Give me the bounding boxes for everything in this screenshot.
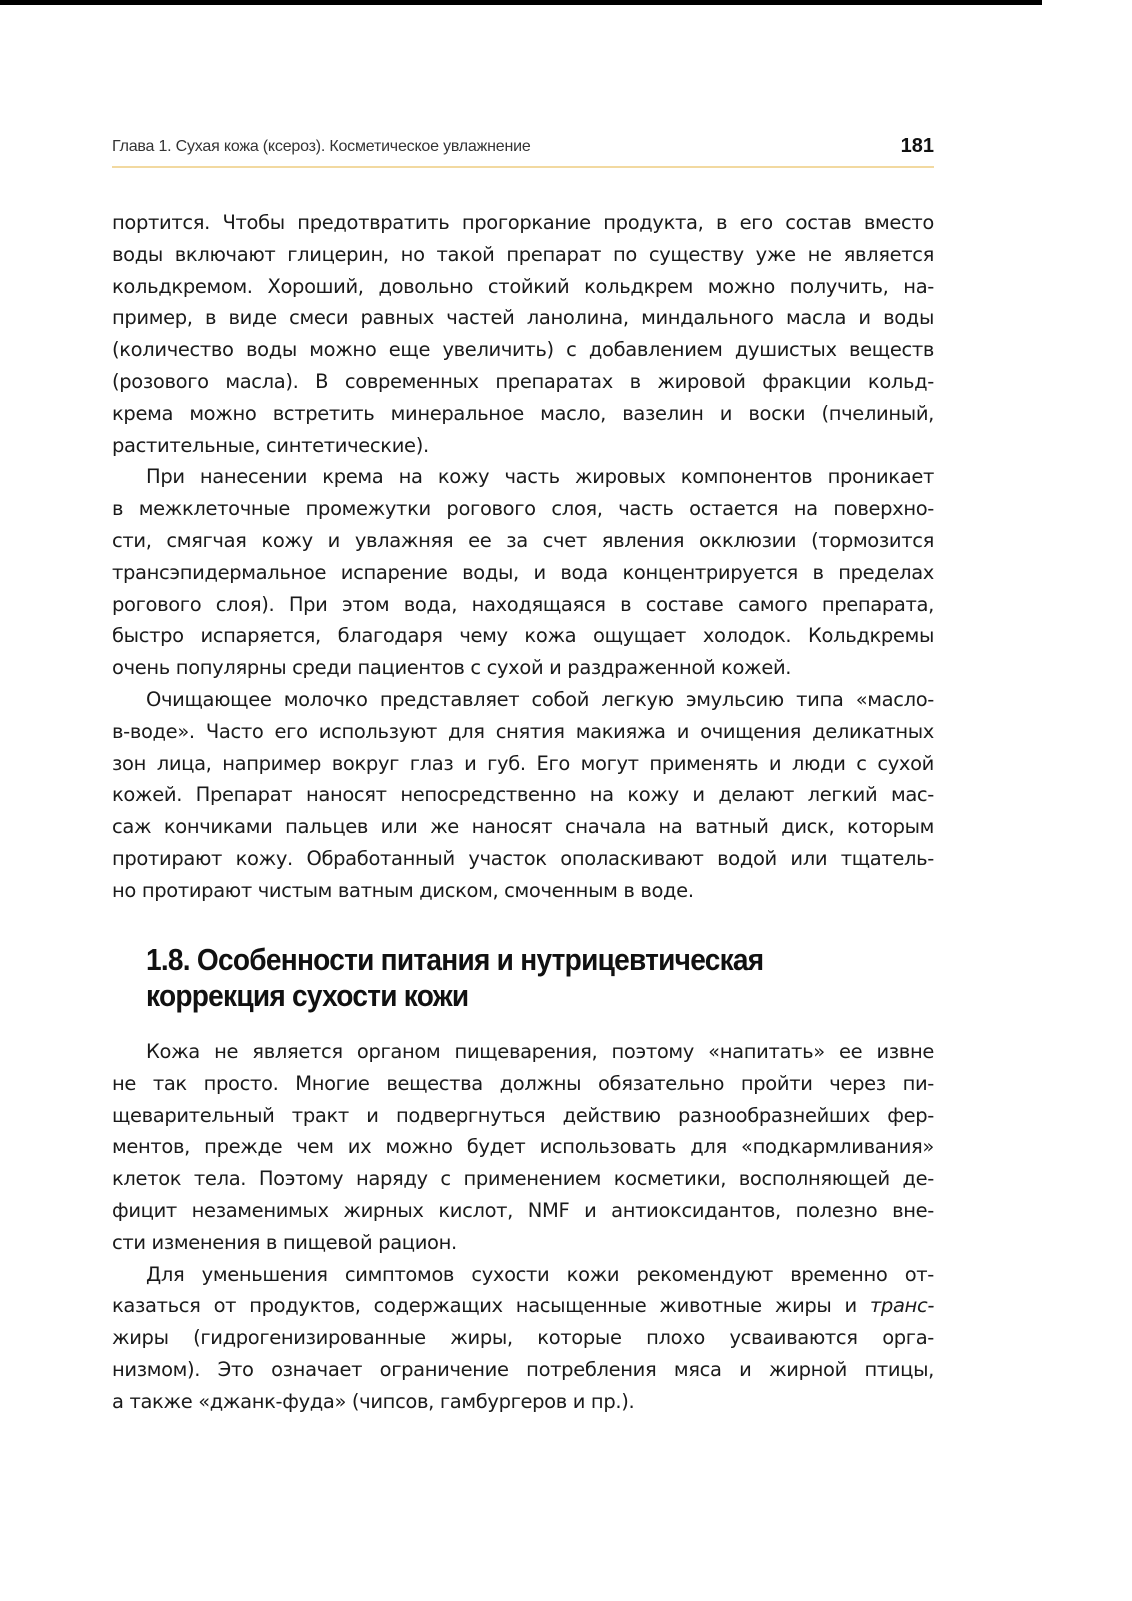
running-header <box>112 132 934 168</box>
text-line: клеток тела. Поэтому наряду с применением косметики, восполняющей де- <box>112 1167 934 1191</box>
text-line: Кожа не является органом пищеварения, поэтому «напитать» ее извне <box>146 1040 934 1063</box>
section-heading <box>146 942 845 1014</box>
text-line: (количество воды можно еще увеличить) с добавлением душистых веществ <box>112 338 934 362</box>
text-block-bottom <box>112 1036 934 1418</box>
paragraph-cream-application <box>112 461 934 684</box>
text-line: низмом). Это означает ограничение потребления мяса и жирной птицы, <box>112 1357 934 1381</box>
text-line: не так просто. Многие вещества должны обязательно пройти через пи- <box>112 1071 934 1095</box>
text-line: крема можно встретить минеральное масло, вазелин и воски (пчелиный, <box>112 401 934 425</box>
paragraph-coldcream-continuation <box>112 207 934 461</box>
italic-term: транс- <box>869 1294 934 1318</box>
text-line: (розового масла). В современных препаратах в жировой фракции кольд- <box>112 369 934 393</box>
text-line: а также «джанк-фуда» (чипсов, гамбургеров и пр.). <box>112 1389 635 1413</box>
text-line: но протирают чистым ватным диском, смоченным в воде. <box>112 878 694 902</box>
text-block-top <box>112 207 934 907</box>
text-line: растительные, синтетические). <box>112 433 429 457</box>
text-line: Для уменьшения симптомов сухости кожи рекомендуют временно от- <box>146 1262 934 1286</box>
text-line: При нанесении крема на кожу часть жировых компонентов проникает <box>146 465 934 489</box>
text-line: кожей. Препарат наносят непосредственно на кожу и делают легкий мас- <box>112 783 934 807</box>
text-line: щеварительный тракт и подвергнуться действию разнообразнейших фер- <box>112 1103 934 1127</box>
paragraph-cleansing-milk <box>112 684 934 907</box>
text-line: протирают кожу. Обработанный участок ополаскивают водой или тщатель- <box>112 846 934 870</box>
paragraph-diet-recommendations <box>112 1259 934 1418</box>
section-heading-line: коррекция сухости кожи <box>146 979 469 1013</box>
top-border-rule <box>0 0 1042 5</box>
text-fragment: казаться от продуктов, содержащих насыщенные животные жиры и <box>112 1294 870 1318</box>
text-line: кольдкремом. Хороший, довольно стойкий кольдкрем можно получить, на- <box>112 274 934 298</box>
text-line: в межклеточные промежутки рогового слоя, часть остается на поверхно- <box>112 497 934 521</box>
text-line: в-воде». Часто его используют для снятия макияжа и очищения деликатных <box>112 719 934 743</box>
text-line: жиры (гидрогенизированные жиры, которые плохо усваиваются орга- <box>112 1326 934 1350</box>
text-line: фицит незаменимых жирных кислот, NMF и антиоксидантов, полезно вне- <box>112 1198 934 1222</box>
text-line: портится. Чтобы предотвратить прогоркание продукта, в его состав вместо <box>112 211 934 234</box>
text-line: воды включают глицерин, но такой препарат по существу уже не является <box>112 242 934 266</box>
text-line: ментов, прежде чем их можно будет использовать для «подкармливания» <box>112 1135 934 1159</box>
text-line: рогового слоя). При этом вода, находящаяся в составе самого препарата, <box>112 592 934 616</box>
text-line: сти изменения в пищевой рацион. <box>112 1230 457 1254</box>
text-line: саж кончиками пальцев или же наносят сначала на ватный диск, которым <box>112 815 934 839</box>
section-heading-line: 1.8. Особенности питания и нутрицевтическая <box>146 943 764 977</box>
text-line: пример, в виде смеси равных частей ланолина, миндального масла и воды <box>112 306 934 330</box>
text-line: Очищающее молочко представляет собой легкую эмульсию типа «масло- <box>146 687 934 711</box>
text-line: трансэпидермальное испарение воды, и вода концентрируется в пределах <box>112 560 934 584</box>
running-head-title: Глава 1. Сухая кожа (ксероз). Косметическое увлажнение <box>112 138 531 155</box>
page-number: 181 <box>900 135 934 157</box>
text-line: очень популярны среди пациентов с сухой и раздраженной кожей. <box>112 656 792 680</box>
text-line: быстро испаряется, благодаря чему кожа ощущает холодок. Кольдкремы <box>112 624 934 648</box>
text-line <box>112 1290 934 1322</box>
text-line: сти, смягчая кожу и увлажняя ее за счет явления окклюзии (тормозится <box>112 528 934 552</box>
paragraph-nutrition-intro <box>112 1036 934 1259</box>
text-line: зон лица, например вокруг глаз и губ. Его могут применять и люди с сухой <box>112 751 934 775</box>
